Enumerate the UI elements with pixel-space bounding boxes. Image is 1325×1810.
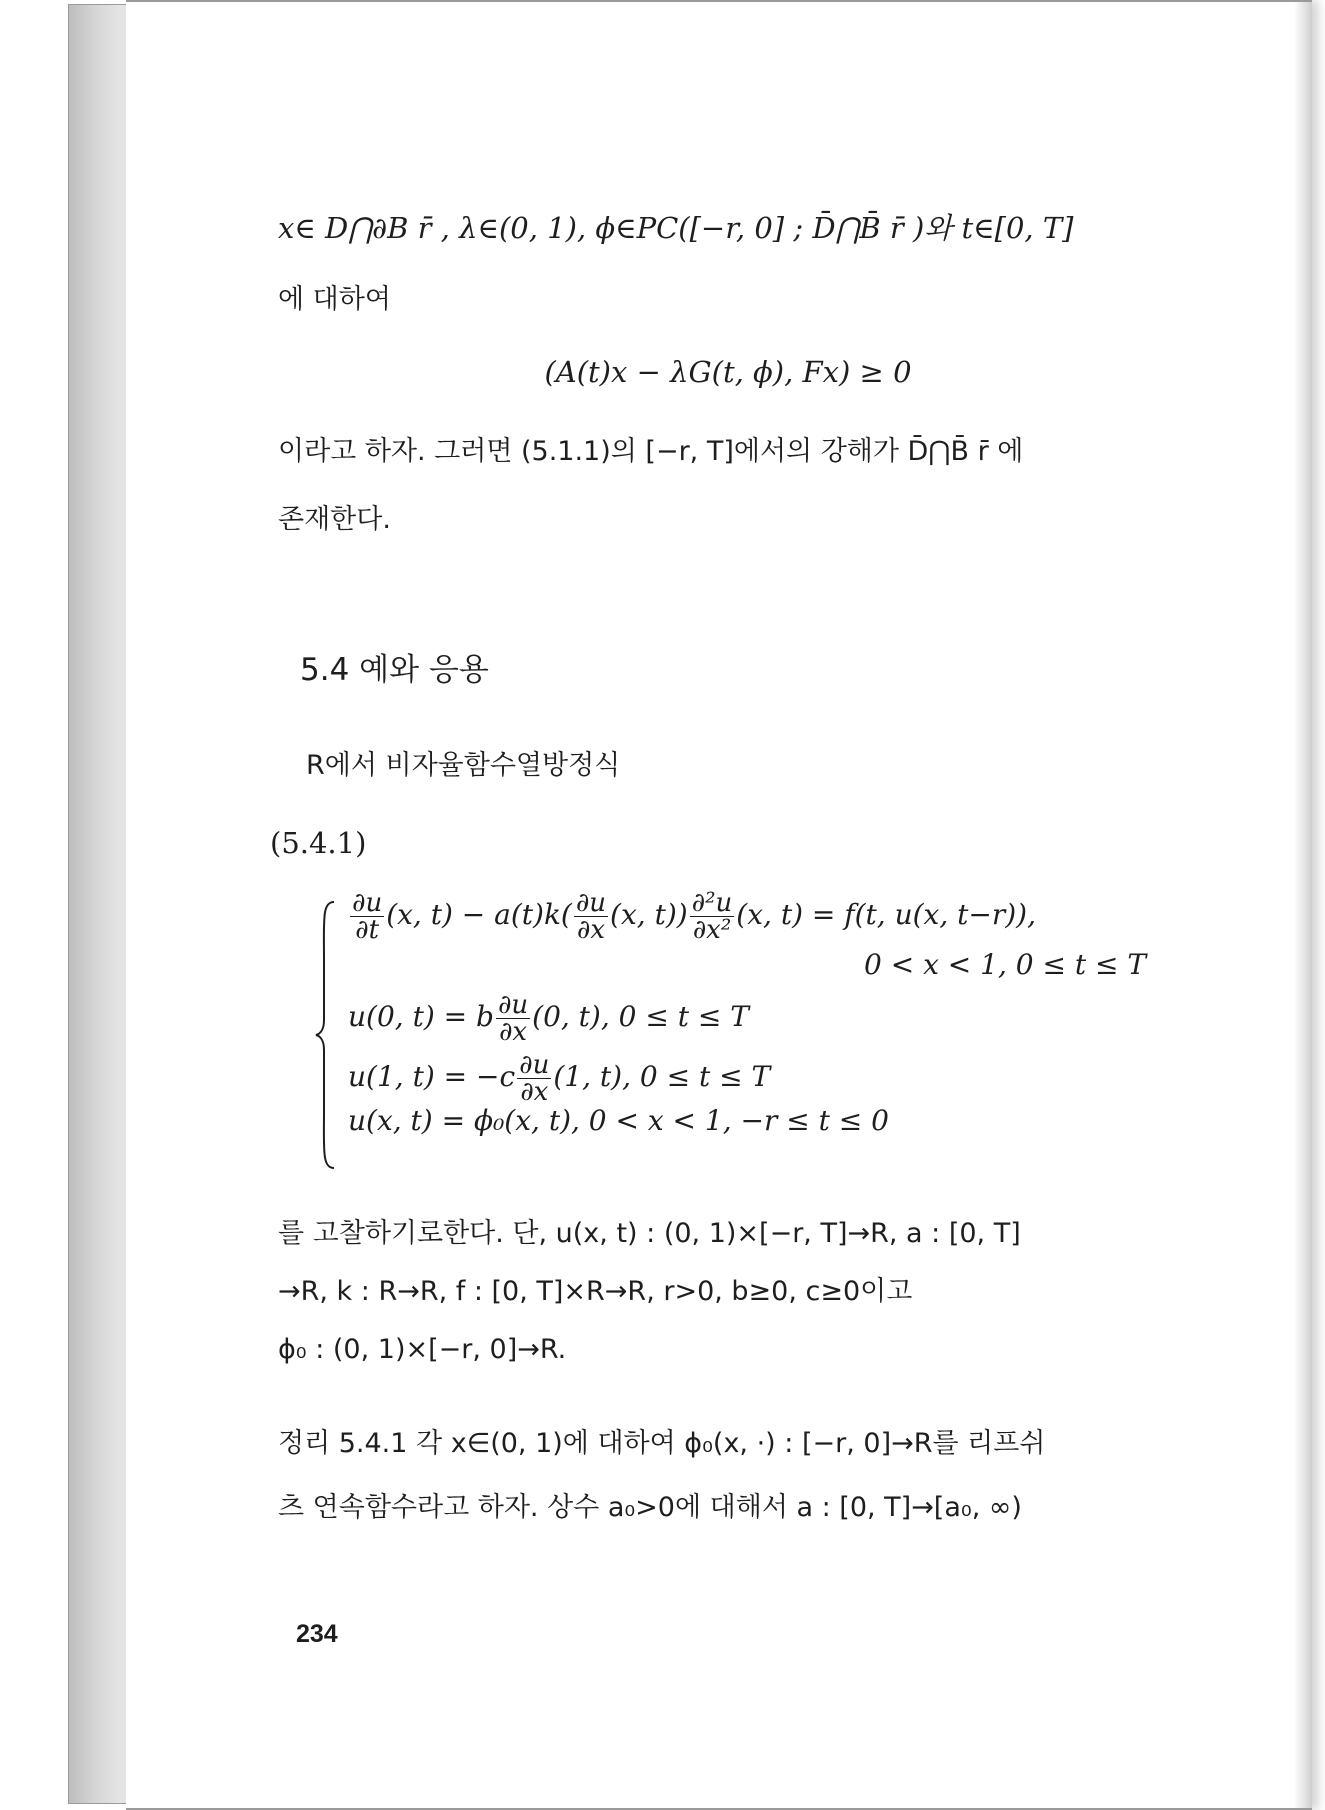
fraction-du-dx: $\frac{\partial u}{\partial x}$: [575, 888, 607, 945]
text-line-conclusion: 이라고 하자. 그러면 (5.1.1)의 [−r, T]에서의 강해가 D̄⋂B̄ r̄ 에: [278, 436, 1024, 467]
system-row-initial: u(x, t) = ϕ₀(x, t), 0 < x < 1, −r ≤ t ≤ 0: [348, 1104, 889, 1137]
text-line-conditions: x∈ D⋂∂B r̄ , λ∈(0, 1), ϕ∈PC([−r, 0] ; D̄⋂B̄ r̄ )와 t∈[0, T]: [278, 211, 1074, 245]
system-row-pde: $\frac{\partial u}{\partial t}$ (x, t) − a(t)k( $\frac{\partial u}{\partial x}$ (x, t)) $\frac{\text{∂²u}}{\text{∂x²}}$ (x, t) = f(t, u(x, t−r)),: [352, 888, 1036, 945]
book-page-edge: [68, 4, 130, 1804]
page-number: 234: [296, 1620, 338, 1648]
section-heading: 5.4 예와 응용: [300, 652, 489, 688]
theorem-line-1: 정리 5.4.1 각 x∈(0, 1)에 대하여 ϕ₀(x, ·) : [−r, 0]→R를 리프쉬: [278, 1428, 1046, 1459]
text-line-mappings: →R, k : R→R, f : [0, T]×R→R, r>0, b≥0, c≥0이고: [278, 1276, 913, 1307]
text-line-intro: R에서 비자율함수열방정식: [306, 750, 621, 781]
fraction-d2u-dx2: $\frac{\text{∂²u}}{\text{∂x²}}$: [691, 888, 733, 945]
theorem-line-2: 츠 연속함수라고 하자. 상수 a₀>0에 대해서 a : [0, T]→[a₀, ∞): [278, 1492, 1022, 1523]
system-row-boundary-left: u(0, t) = b $\frac{\partial u}{\partial x}$ (0, t), 0 ≤ t ≤ T: [348, 990, 749, 1047]
text-line-phi0: ϕ₀ : (0, 1)×[−r, 0]→R.: [278, 1334, 567, 1365]
fraction-du-dx: $\frac{\partial u}{\partial x}$: [519, 1050, 550, 1107]
fraction-du-dx: $\frac{\partial u}{\partial x}$: [497, 990, 529, 1047]
equation-inequality: (A(t)x − λG(t, ϕ), Fx) ≥ 0: [544, 355, 912, 389]
left-brace: [314, 900, 336, 1170]
text-line-for: 에 대하여: [278, 284, 391, 315]
text-line-consider: 를 고찰하기로한다. 단, u(x, t) : (0, 1)×[−r, T]→R, a : [0, T]: [278, 1218, 1021, 1249]
equation-number: (5.4.1): [270, 826, 367, 860]
fraction-du-dt: $\frac{\partial u}{\partial t}$: [352, 888, 383, 945]
system-row-boundary-right: u(1, t) = −c $\frac{\partial u}{\partial x}$ (1, t), 0 ≤ t ≤ T: [348, 1050, 771, 1107]
text-line-exists: 존재한다.: [278, 504, 391, 535]
page-curl-shadow: [1294, 2, 1312, 1808]
system-row-pde-condition: 0 < x < 1, 0 ≤ t ≤ T: [864, 948, 1147, 981]
